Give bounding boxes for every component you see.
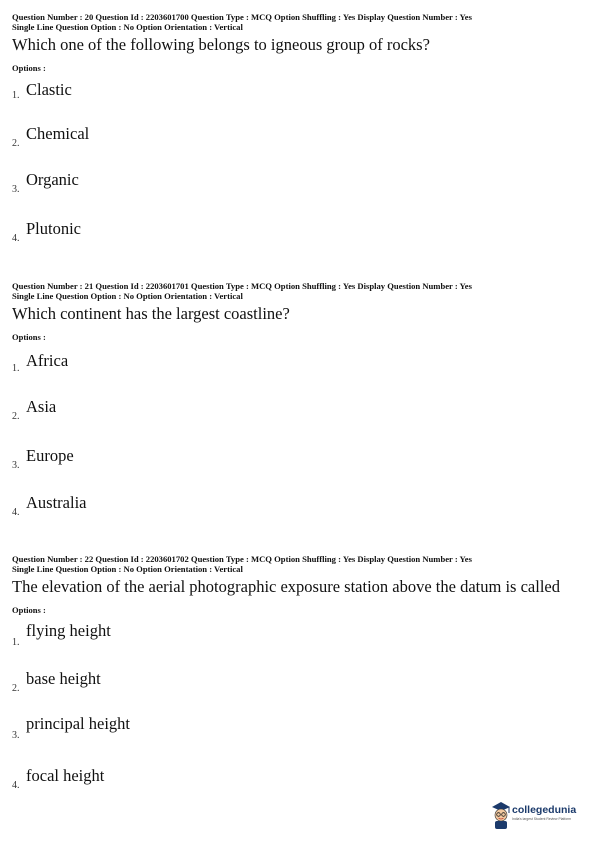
question-meta xyxy=(12,282,587,301)
option-label: Organic xyxy=(26,170,79,189)
option-number: 3. xyxy=(12,460,20,471)
question-meta-line2: Single Line Question Option : No Option Orientation : Vertical xyxy=(12,21,243,32)
logo-tagline: India's largest Student Review Platform xyxy=(512,817,572,821)
question-block-20 xyxy=(12,13,587,73)
question-meta-line1: Question Number : 22 Question Id : 2203601702 Question Type : MCQ Option Shuffling : Yes Display Question Number : Yes xyxy=(12,554,472,564)
question-block-21 xyxy=(12,282,587,342)
option-number: 4. xyxy=(12,507,20,518)
question-text: Which continent has the largest coastline? xyxy=(12,304,290,324)
option-label: focal height xyxy=(26,766,105,785)
question-text: Which one of the following belongs to igneous group of rocks? xyxy=(12,35,430,55)
option-label: Clastic xyxy=(26,80,72,99)
option-number: 3. xyxy=(12,184,20,195)
option-label: base height xyxy=(26,669,101,688)
option-number: 4. xyxy=(12,780,20,791)
question-meta xyxy=(12,555,587,574)
question-text: The elevation of the aerial photographic exposure station above the datum is called xyxy=(12,577,560,597)
option-label: Australia xyxy=(26,493,87,512)
option-number: 2. xyxy=(12,411,20,422)
logo-wordmark: collegedunia xyxy=(512,804,577,816)
option-number: 1. xyxy=(12,637,20,648)
option-label: Plutonic xyxy=(26,219,82,238)
question-meta-line1: Question Number : 20 Question Id : 2203601700 Question Type : MCQ Option Shuffling : Yes Display Question Number : Yes xyxy=(12,12,472,22)
option-label: flying height xyxy=(26,621,111,640)
question-meta-line2: Single Line Question Option : No Option Orientation : Vertical xyxy=(12,563,243,574)
option-number: 3. xyxy=(12,730,20,741)
option-label: principal height xyxy=(26,714,131,733)
option-number: 1. xyxy=(12,90,20,101)
option-label: Europe xyxy=(26,446,74,465)
question-meta xyxy=(12,13,587,32)
collegedunia-logo xyxy=(490,798,590,832)
question-meta-line1: Question Number : 21 Question Id : 2203601701 Question Type : MCQ Option Shuffling : Yes Display Question Number : Yes xyxy=(12,281,472,291)
question-block-22 xyxy=(12,555,587,615)
option-label: Chemical xyxy=(26,124,90,143)
option-number: 2. xyxy=(12,683,20,694)
option-number: 1. xyxy=(12,363,20,374)
option-label: Asia xyxy=(26,397,57,416)
options-label: Options : xyxy=(12,63,46,74)
options-label: Options : xyxy=(12,332,46,343)
option-number: 4. xyxy=(12,233,20,244)
options-label: Options : xyxy=(12,605,46,616)
question-meta-line2: Single Line Question Option : No Option Orientation : Vertical xyxy=(12,290,243,301)
option-label: Africa xyxy=(26,351,69,370)
student-mascot-icon xyxy=(490,800,512,830)
option-number: 2. xyxy=(12,138,20,149)
